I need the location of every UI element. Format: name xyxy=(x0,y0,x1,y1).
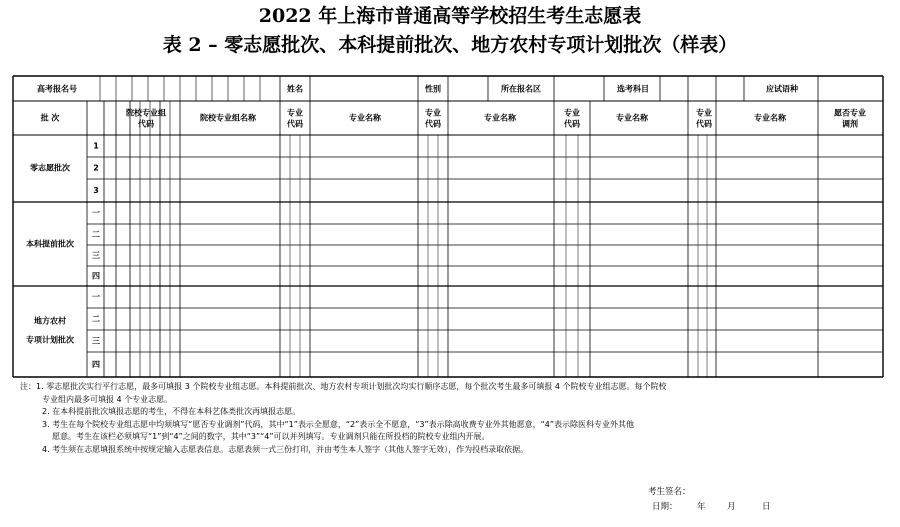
batch-header: 批 次 xyxy=(40,113,60,123)
subjects-label: 选考科目 xyxy=(617,84,649,94)
row-number-8: 一 xyxy=(92,292,100,302)
notes xyxy=(20,381,880,456)
major-code-header-2: 专业 xyxy=(425,108,441,118)
adjust-header-2: 调剂 xyxy=(842,119,858,129)
row-number-1: 1 xyxy=(93,141,99,151)
major-name-header-3: 专业名称 xyxy=(616,113,648,123)
date-label: 日期： xyxy=(652,502,678,512)
note-1-cont: 专业组内最多可填报 4 个专业志愿。 xyxy=(42,394,173,404)
row-number-2: 2 xyxy=(93,163,99,173)
note-2: 2. 在本科提前批次填报志愿的考生，不得在本科艺体类批次再填报志愿。 xyxy=(42,407,301,416)
adjust-header-1: 愿否专业 xyxy=(834,108,866,118)
note-1: 注：1. 零志愿批次实行平行志愿，最多可填报 3 个院校专业组志愿。本科提前批次、地方农村专项计划批次均实行顺序志愿，每个批次考生最多可填报 4 个院校专业组志愿。每个院校 xyxy=(20,382,667,391)
row-number-11: 四 xyxy=(92,360,100,369)
batch-rural-label-2: 专项计划批次 xyxy=(26,335,74,345)
major-name-header-4: 专业名称 xyxy=(754,113,786,123)
major-name-header-1: 专业名称 xyxy=(349,113,381,123)
note-3-cont: 愿意。考生在该栏必须填写“1”到“4”之间的数字，其中“3”“4”可以并列填写。专业调剂只能在所投档的院校专业组内开展。 xyxy=(52,432,490,441)
row-number-4: 一 xyxy=(92,208,100,218)
page-subtitle: 表 2 – 零志愿批次、本科提前批次、地方农村专项计划批次（样表） xyxy=(162,34,738,56)
batch-early-label: 本科提前批次 xyxy=(26,239,74,249)
row-number-7: 四 xyxy=(92,271,100,281)
group-name-header: 院校专业组名称 xyxy=(200,113,256,123)
major-name-header-2: 专业名称 xyxy=(484,113,516,123)
date-day: 日 xyxy=(762,502,771,512)
page-title: 2022 年上海市普通高等学校招生考生志愿表 xyxy=(258,5,642,27)
foreign-lang-label: 应试语种 xyxy=(766,84,798,94)
name-label: 姓名 xyxy=(287,84,303,94)
row-number-9: 二 xyxy=(92,314,100,324)
row-number-6: 三 xyxy=(92,251,100,260)
major-code-header-4: 专业 xyxy=(696,108,712,118)
row-number-10: 三 xyxy=(92,336,100,346)
major-code-header-3: 专业 xyxy=(564,108,580,118)
note-3: 3. 考生在每个院校专业组志愿中均须填写“愿否专业调剂”代码，其中“1”表示全愿意，“2”表示全不愿意，“3”表示除高收费专业外其他愿意，“4”表示除医科专业外其他 xyxy=(42,419,634,429)
row-number-5: 二 xyxy=(92,230,100,239)
batch-rural-label-1: 地方农村 xyxy=(34,316,66,326)
district-label: 所在报名区 xyxy=(501,84,541,94)
note-4: 4. 考生须在志愿填报系统中按规定输入志愿表信息。志愿表须一式三份打印，并由考生本人签字（其他人签字无效），作为投档录取依据。 xyxy=(42,444,529,454)
batch-zero-label: 零志愿批次 xyxy=(30,163,70,173)
row-number-3: 3 xyxy=(93,186,99,195)
major-code-header-4-b: 代码 xyxy=(696,119,712,129)
major-code-header-2-b: 代码 xyxy=(425,119,441,129)
major-code-header-1-b: 代码 xyxy=(287,119,303,129)
group-code-header-1: 院校专业组 xyxy=(126,108,166,118)
major-code-header-3-b: 代码 xyxy=(564,119,580,129)
major-code-header-1: 专业 xyxy=(287,108,303,118)
date-month: 月 xyxy=(727,502,736,512)
group-code-header-2: 代码 xyxy=(138,119,154,129)
gender-label: 性别 xyxy=(425,84,441,94)
exam-no-label: 高考报名号 xyxy=(37,84,77,94)
signature-label: 考生签名： xyxy=(648,487,691,497)
date-year: 年 xyxy=(697,502,706,512)
